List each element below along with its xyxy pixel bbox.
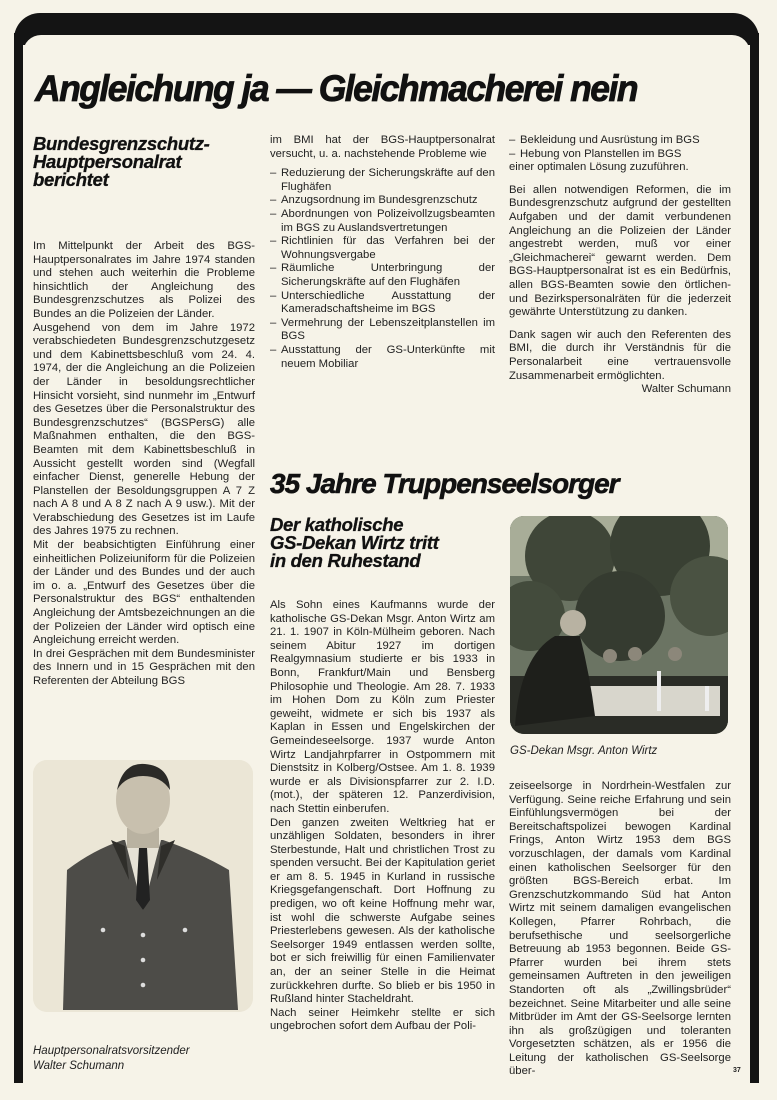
list-item: – Vermehrung der Lebenszeitplanstellen im BGS bbox=[270, 317, 495, 344]
paragraph: zeiseelsorge in Nordrhein-Westfalen zur Verfügung. Seine reiche Erfahrung und sein Einfühlungsvermögen bei der Bereitschaftspolizei bewogen Kardinal Frings, Anton Wirtz 1953 dem BGS vorzuschlagen, der damals vom Kardinal einen katholischen Seelsorger für den größten BGS-Bereich erbat. Im Grenzschutzkommando Süd hat Anton Wirtz mit seinem damaligen evangelischen Kollegen, Pfarrer Rohrbach, die berufsethische und seelsorgerliche Betreuung ab 1953 begonnen. Beide GS-Pfarrer wurden bei ihrem stets gemeinsamen Auftreten in den jeweiligen Standorten oft als „Zwillingsbrüder“ bezeichnet. Seine Mitarbeiter und alle seine Mitbrüder im Amt der GS-Seelsorge lernten ihn als großzügigen und toleranten Vorgesetzten schätzen, als er 1956 die Leitung der katholischen GS-Seelsorge über- bbox=[509, 780, 731, 1078]
frame-right-border bbox=[750, 33, 759, 1083]
list-item: – Räumliche Unterbringung der Sicherungskräfte auf den Flughäfen bbox=[270, 262, 495, 289]
list-item: – Reduzierung der Sicherungskräfte auf den Flughäfen bbox=[270, 167, 495, 194]
paragraph: Nach seiner Heimkehr stellte er sich ungebrochen sofort dem Aufbau der Poli- bbox=[270, 1006, 495, 1033]
list-item: – Hebung von Planstellen im BGS bbox=[509, 148, 731, 162]
paragraph: Den ganzen zweiten Weltkrieg hat er unzähligen Soldaten, besonders in ihrer Sterbestunde, Halt und christlichen Trost zu spenden versucht. Bei der Kapitulation geriet er am 8. 5. 1945 in Kurland in russische Kriegsgefangenschaft. Dort Hoffnung zu predigen, wo oft keine Hoffnung mehr war, ist wohl die schwerste Aufgabe seines Priesterlebens gewesen. Als der katholische Seelsorger 1949 entlassen werden sollte, bot er sich freiwillig für einen Familienvater an, der an seiner Stelle in die Heimat zurückkehren durfte. So blieb er bis 1950 in Rußland hinter Stacheldraht. bbox=[270, 816, 495, 1006]
article-1-subtitle: Bundesgrenzschutz- Hauptpersonalrat berichtet bbox=[33, 133, 210, 190]
paragraph: Mit der beabsichtigten Einführung einer einheitlichen Polizeiuniform für die Polizeien der Länder und des Bundes und der auch im o. a. „Entwurf des Gesetzes über die Personalstruktur des BGS“ enthaltenden Angleichung der Amtsbezeichnungen an die der Polizeien der Länder wird optisch eine Angleichung erreicht werden. bbox=[33, 539, 255, 647]
photo-walter-schumann bbox=[33, 760, 253, 1012]
paragraph: Im Mittelpunkt der Arbeit des BGS-Hauptpersonalrates im Jahre 1974 standen und stehen auch weiterhin die Probleme hinsichtlich der Angleichung des Bundesgrenzschutzes als Polizei des Bundes an die Polizeien der Länder. bbox=[33, 240, 255, 320]
photo-caption-wirtz: GS-Dekan Msgr. Anton Wirtz bbox=[510, 745, 658, 757]
paragraph: Ausgehend von dem im Jahre 1972 verabschiedeten Bundesgrenzschutzgesetz und dem Kabinettsbeschluß vom 24. 4. 1974, der die Angleichung an die Polizeien der Länder in besoldungsrechtlicher Hinsicht vorsieht, sind nunmehr im „Entwurf des Gesetzes über die Personalstruktur des Bundesgrenzschutzes“ (BGSPersG) alle Maßnahmen enthalten, die den BGS-Beamten mit dem Kabinettsbeschluß in Aussicht gestellt worden sind (Wegfall einfacher Dienst, generelle Hebung der Planstellen der Besoldungsgruppen A 7 Z nach A 8 und A 8 Z nach A 9 usw.). Mit der Verabschiedung des Gesetzes ist im Laufe des Jahres 1975 zu rechnen. bbox=[33, 321, 255, 538]
list-item: – Ausstattung der GS-Unterkünfte mit neuem Mobiliar bbox=[270, 344, 495, 371]
article-1-column-2 bbox=[270, 134, 495, 371]
portrait-image bbox=[33, 760, 253, 1012]
mass-photo-image bbox=[510, 516, 728, 734]
paragraph: Als Sohn eines Kaufmanns wurde der katholische GS-Dekan Msgr. Anton Wirtz am 21. 1. 1907 in Köln-Mülheim geboren. Nach seinem Abitur 1927 im dortigen Realgymnasium studierte er bis 1933 in Bonn, Frankfurt/Main und Bensberg Philosophie und Theologie. Am 28. 7. 1933 im Hohen Dom zu Köln zum Priester geweiht, widmete er sich bis 1937 als Kaplan in Essen und Engelskirchen der Gemeindeseelsorge. 1937 wurde Anton Wirtz Landjahrpfarrer in Ostpommern mit Dienstsitz in Kolberg/Ostsee. Am 1. 8. 1939 wurde er als Divisionspfarrer zur 2. I.D. (mot.), der späteren 12. Panzerdivision, nach Stettin einberufen. bbox=[270, 599, 495, 815]
article-2-subtitle: Der katholische GS-Dekan Wirtz tritt in den Ruhestand bbox=[270, 514, 439, 571]
article-2-column-2 bbox=[270, 599, 495, 1034]
article-1-column-3 bbox=[509, 134, 731, 397]
page-number: 37 bbox=[733, 1067, 741, 1074]
problem-list bbox=[270, 167, 495, 371]
paragraph: im BMI hat der BGS-Hauptpersonalrat versucht, u. a. nachstehende Probleme wie bbox=[270, 134, 495, 160]
paragraph: Bei allen notwendigen Reformen, die im Bundesgrenzschutz aufgrund der gestellten Aufgaben und der damit verbundenen Angleichung an die Polizeien der Länder angestrebt werden, muß vor einer „Gleichmacherei“ gewarnt werden. Dem BGS-Hauptpersonalrat ist es ein Bedürfnis, allen BGS-Beamten sowie den örtlichen- und Bezirkspersonalräten für die jederzeit gewährte Unterstützung zu danken. bbox=[509, 183, 731, 319]
list-item: – Richtlinien für das Verfahren bei der Wohnungsvergabe bbox=[270, 235, 495, 262]
photo-caption-schumann: Hauptpersonalratsvorsitzender Walter Schumann bbox=[33, 1045, 190, 1072]
list-item: – Anzugsordnung im Bundesgrenzschutz bbox=[270, 194, 495, 208]
article-1-title: Angleichung ja — Gleichmacherei nein bbox=[35, 68, 637, 109]
signature: Walter Schumann bbox=[641, 383, 731, 396]
frame-left-border bbox=[14, 33, 23, 1083]
list-item: – Bekleidung und Ausrüstung im BGS bbox=[509, 134, 731, 148]
paragraph: einer optimalen Lösung zuzuführen. bbox=[509, 161, 689, 174]
photo-anton-wirtz bbox=[510, 516, 728, 734]
paragraph: Dank sagen wir auch den Referenten des BMI, die durch ihr Verständnis für die Personalarbeit eine vertrauensvolle Zusammenarbeit ermöglichten. bbox=[509, 328, 731, 382]
article-2-column-3 bbox=[509, 780, 731, 1079]
list-item: – Abordnungen von Polizeivollzugsbeamten im BGS zu Auslandsvertretungen bbox=[270, 208, 495, 235]
paragraph: In drei Gesprächen mit dem Bundesminister des Innern und in 15 Gesprächen mit den Referenten der Abteilung BGS bbox=[33, 647, 255, 687]
problem-list-continued bbox=[509, 134, 731, 161]
article-2-title: 35 Jahre Truppenseelsorger bbox=[270, 468, 619, 499]
article-1-column-1 bbox=[33, 240, 255, 689]
list-item: – Unterschiedliche Ausstattung der Kameradschaftsheime im BGS bbox=[270, 290, 495, 317]
